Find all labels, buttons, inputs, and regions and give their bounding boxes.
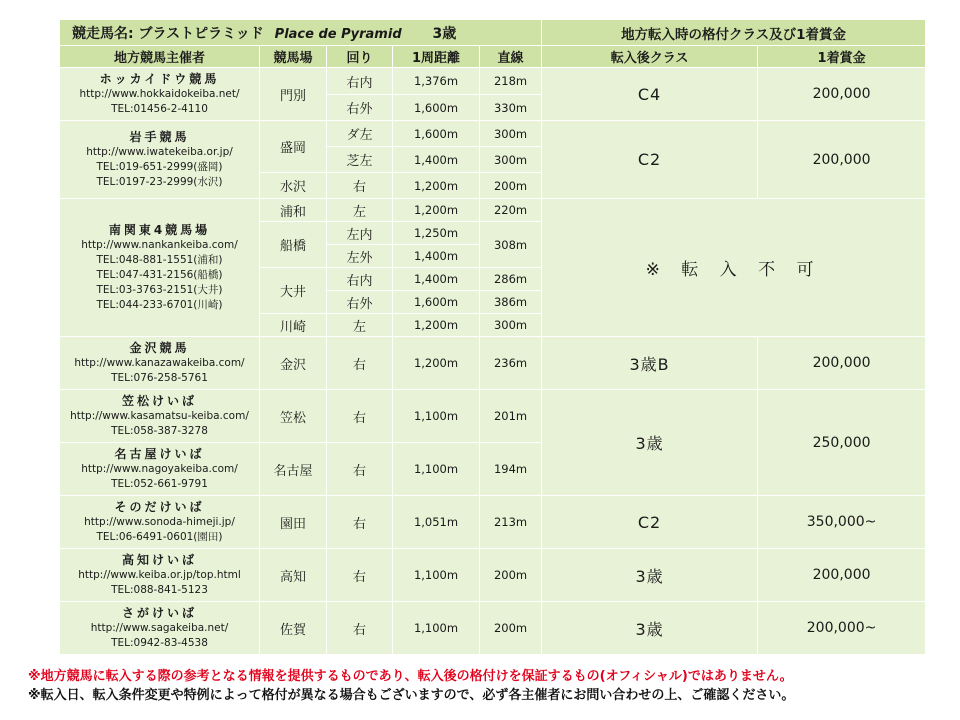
prize-iwate: 200,000 bbox=[758, 121, 926, 199]
organizer-saga bbox=[60, 602, 260, 655]
turn-cell: 左外 bbox=[327, 245, 393, 268]
turn-cell: 左 bbox=[327, 314, 393, 337]
turn-cell: 右外 bbox=[327, 291, 393, 314]
venue-mizusawa: 水沢 bbox=[260, 173, 327, 199]
venue-kanazawa: 金沢 bbox=[260, 337, 327, 390]
prize-kochi: 200,000 bbox=[758, 549, 926, 602]
organizer-kasamatsu bbox=[60, 390, 260, 443]
horse-age: 3歳 bbox=[432, 25, 457, 42]
distance-cell: 1,600m bbox=[393, 121, 480, 147]
turn-cell: 右 bbox=[327, 602, 393, 655]
horse-title bbox=[60, 20, 542, 46]
organizer-tel: TEL:088-841-5123 bbox=[111, 583, 208, 596]
venue-sonoda: 園田 bbox=[260, 496, 327, 549]
header-venue: 競馬場 bbox=[260, 46, 327, 68]
organizer-tel: TEL:048-881-1551(浦和) bbox=[96, 253, 223, 266]
venue-funabashi: 船橋 bbox=[260, 222, 327, 268]
organizer-url[interactable]: http://www.keiba.or.jp/top.html bbox=[78, 568, 241, 581]
venue-kawasaki: 川崎 bbox=[260, 314, 327, 337]
organizer-tel: TEL:076-258-5761 bbox=[111, 371, 208, 384]
straight-cell: 308m bbox=[480, 222, 542, 268]
organizer-name: 岩手競馬 bbox=[129, 129, 190, 144]
organizer-tel: TEL:044-233-6701(川崎) bbox=[96, 298, 223, 311]
straight-cell: 213m bbox=[480, 496, 542, 549]
straight-cell: 286m bbox=[480, 268, 542, 291]
organizer-name: 金沢競馬 bbox=[129, 340, 190, 355]
footnotes bbox=[28, 667, 948, 705]
organizer-name: 笠松けいば bbox=[121, 393, 197, 408]
horse-name-ja: ブラストピラミッド bbox=[138, 25, 264, 42]
organizer-url[interactable]: http://www.kanazawakeiba.com/ bbox=[74, 356, 245, 369]
straight-cell: 220m bbox=[480, 199, 542, 222]
organizer-name: 名古屋けいば bbox=[114, 446, 205, 461]
organizer-tel: TEL:0197-23-2999(水沢) bbox=[96, 175, 223, 188]
turn-cell: 右 bbox=[327, 496, 393, 549]
turn-cell: 芝左 bbox=[327, 147, 393, 173]
turn-cell: 右内 bbox=[327, 268, 393, 291]
straight-cell: 386m bbox=[480, 291, 542, 314]
organizer-tel: TEL:058-387-3278 bbox=[111, 424, 208, 437]
turn-cell: 右 bbox=[327, 390, 393, 443]
class-sonoda: C2 bbox=[542, 496, 758, 549]
turn-cell: 右 bbox=[327, 443, 393, 496]
not-allowed-notice: ※ 転 入 不 可 bbox=[542, 199, 926, 337]
venue-kasamatsu: 笠松 bbox=[260, 390, 327, 443]
organizer-minami-kanto bbox=[60, 199, 260, 337]
organizer-kanazawa bbox=[60, 337, 260, 390]
header-distance: 1周距離 bbox=[393, 46, 480, 68]
organizer-url[interactable]: http://www.sagakeiba.net/ bbox=[90, 621, 229, 634]
organizer-tel: TEL:01456-2-4110 bbox=[111, 102, 208, 115]
organizer-url[interactable]: http://www.hokkaidokeiba.net/ bbox=[79, 87, 240, 100]
header-organizer: 地方競馬主催者 bbox=[60, 46, 260, 68]
organizer-tel: TEL:0942-83-4538 bbox=[111, 636, 208, 649]
straight-cell: 194m bbox=[480, 443, 542, 496]
venue-monbetsu: 門別 bbox=[260, 68, 327, 121]
distance-cell: 1,100m bbox=[393, 602, 480, 655]
class-saga: 3歳 bbox=[542, 602, 758, 655]
distance-cell: 1,200m bbox=[393, 337, 480, 390]
header-prize: 1着賞金 bbox=[758, 46, 926, 68]
class-kanazawa: 3歳B bbox=[542, 337, 758, 390]
distance-cell: 1,400m bbox=[393, 268, 480, 291]
straight-cell: 218m bbox=[480, 68, 542, 95]
organizer-sonoda bbox=[60, 496, 260, 549]
prize-sonoda: 350,000~ bbox=[758, 496, 926, 549]
class-hokkaido: C4 bbox=[542, 68, 758, 121]
contact-note: ※転入日、転入条件変更や特例によって格付が異なる場合もございますので、必ず各主催者にお問い合わせの上、ご確認ください。 bbox=[28, 688, 795, 703]
straight-cell: 201m bbox=[480, 390, 542, 443]
venue-nagoya: 名古屋 bbox=[260, 443, 327, 496]
distance-cell: 1,100m bbox=[393, 443, 480, 496]
straight-cell: 236m bbox=[480, 337, 542, 390]
straight-cell: 330m bbox=[480, 95, 542, 121]
organizer-name: そのだけいば bbox=[114, 499, 205, 514]
venue-urawa: 浦和 bbox=[260, 199, 327, 222]
organizer-url[interactable]: http://www.iwatekeiba.or.jp/ bbox=[86, 145, 233, 158]
venue-oi: 大井 bbox=[260, 268, 327, 314]
prize-kanazawa: 200,000 bbox=[758, 337, 926, 390]
straight-cell: 200m bbox=[480, 549, 542, 602]
organizer-name: 南関東4競馬場 bbox=[108, 222, 211, 237]
distance-cell: 1,600m bbox=[393, 291, 480, 314]
class-iwate: C2 bbox=[542, 121, 758, 199]
organizer-tel: TEL:019-651-2999(盛岡) bbox=[96, 160, 223, 173]
turn-cell: 左内 bbox=[327, 222, 393, 245]
venue-morioka: 盛岡 bbox=[260, 121, 327, 173]
venue-saga: 佐賀 bbox=[260, 602, 327, 655]
organizer-tel: TEL:06-6491-0601(園田) bbox=[96, 530, 223, 543]
venue-kochi: 高知 bbox=[260, 549, 327, 602]
distance-cell: 1,600m bbox=[393, 95, 480, 121]
distance-cell: 1,376m bbox=[393, 68, 480, 95]
organizer-tel: TEL:047-431-2156(船橋) bbox=[96, 268, 223, 281]
prize-tokai: 250,000 bbox=[758, 390, 926, 496]
organizer-url[interactable]: http://www.nankankeiba.com/ bbox=[81, 238, 238, 251]
header-class: 転入後クラス bbox=[542, 46, 758, 68]
organizer-name: 高知けいば bbox=[121, 552, 197, 567]
straight-cell: 300m bbox=[480, 314, 542, 337]
distance-cell: 1,100m bbox=[393, 549, 480, 602]
organizer-nagoya bbox=[60, 443, 260, 496]
prize-saga: 200,000~ bbox=[758, 602, 926, 655]
organizer-name: ホッカイドウ競馬 bbox=[99, 71, 220, 86]
straight-cell: 200m bbox=[480, 602, 542, 655]
turn-cell: 右外 bbox=[327, 95, 393, 121]
straight-cell: 300m bbox=[480, 121, 542, 147]
distance-cell: 1,400m bbox=[393, 245, 480, 268]
organizer-url[interactable]: http://www.sonoda-himeji.jp/ bbox=[84, 515, 235, 528]
organizer-hokkaido bbox=[60, 68, 260, 121]
prize-hokkaido: 200,000 bbox=[758, 68, 926, 121]
distance-cell: 1,200m bbox=[393, 173, 480, 199]
turn-cell: 右内 bbox=[327, 68, 393, 95]
organizer-tel: TEL:052-661-9791 bbox=[111, 477, 208, 490]
organizer-kochi bbox=[60, 549, 260, 602]
header-straight: 直線 bbox=[480, 46, 542, 68]
organizer-name: さがけいば bbox=[121, 605, 197, 620]
transfer-table bbox=[59, 19, 926, 655]
distance-cell: 1,200m bbox=[393, 199, 480, 222]
organizer-url[interactable]: http://www.nagoyakeiba.com/ bbox=[81, 462, 238, 475]
distance-cell: 1,100m bbox=[393, 390, 480, 443]
turn-cell: 左 bbox=[327, 199, 393, 222]
class-tokai: 3歳 bbox=[542, 390, 758, 496]
turn-cell: 右 bbox=[327, 549, 393, 602]
turn-cell: ダ左 bbox=[327, 121, 393, 147]
distance-cell: 1,250m bbox=[393, 222, 480, 245]
organizer-tel: TEL:03-3763-2151(大井) bbox=[96, 283, 223, 296]
straight-cell: 200m bbox=[480, 173, 542, 199]
horse-name-en: Place de Pyramid bbox=[274, 26, 402, 42]
class-kochi: 3歳 bbox=[542, 549, 758, 602]
distance-cell: 1,200m bbox=[393, 314, 480, 337]
turn-cell: 右 bbox=[327, 173, 393, 199]
header-turn: 回り bbox=[327, 46, 393, 68]
disclaimer-note: ※地方競馬に転入する際の参考となる情報を提供するものであり、転入後の格付けを保証するもの(オフィシャル)ではありません。 bbox=[28, 669, 793, 684]
distance-cell: 1,400m bbox=[393, 147, 480, 173]
organizer-iwate bbox=[60, 121, 260, 199]
straight-cell: 300m bbox=[480, 147, 542, 173]
distance-cell: 1,051m bbox=[393, 496, 480, 549]
title-label: 競走馬名: bbox=[72, 25, 134, 42]
organizer-url[interactable]: http://www.kasamatsu-keiba.com/ bbox=[70, 409, 249, 422]
turn-cell: 右 bbox=[327, 337, 393, 390]
classification-title: 地方転入時の格付クラス及び1着賞金 bbox=[542, 20, 926, 46]
